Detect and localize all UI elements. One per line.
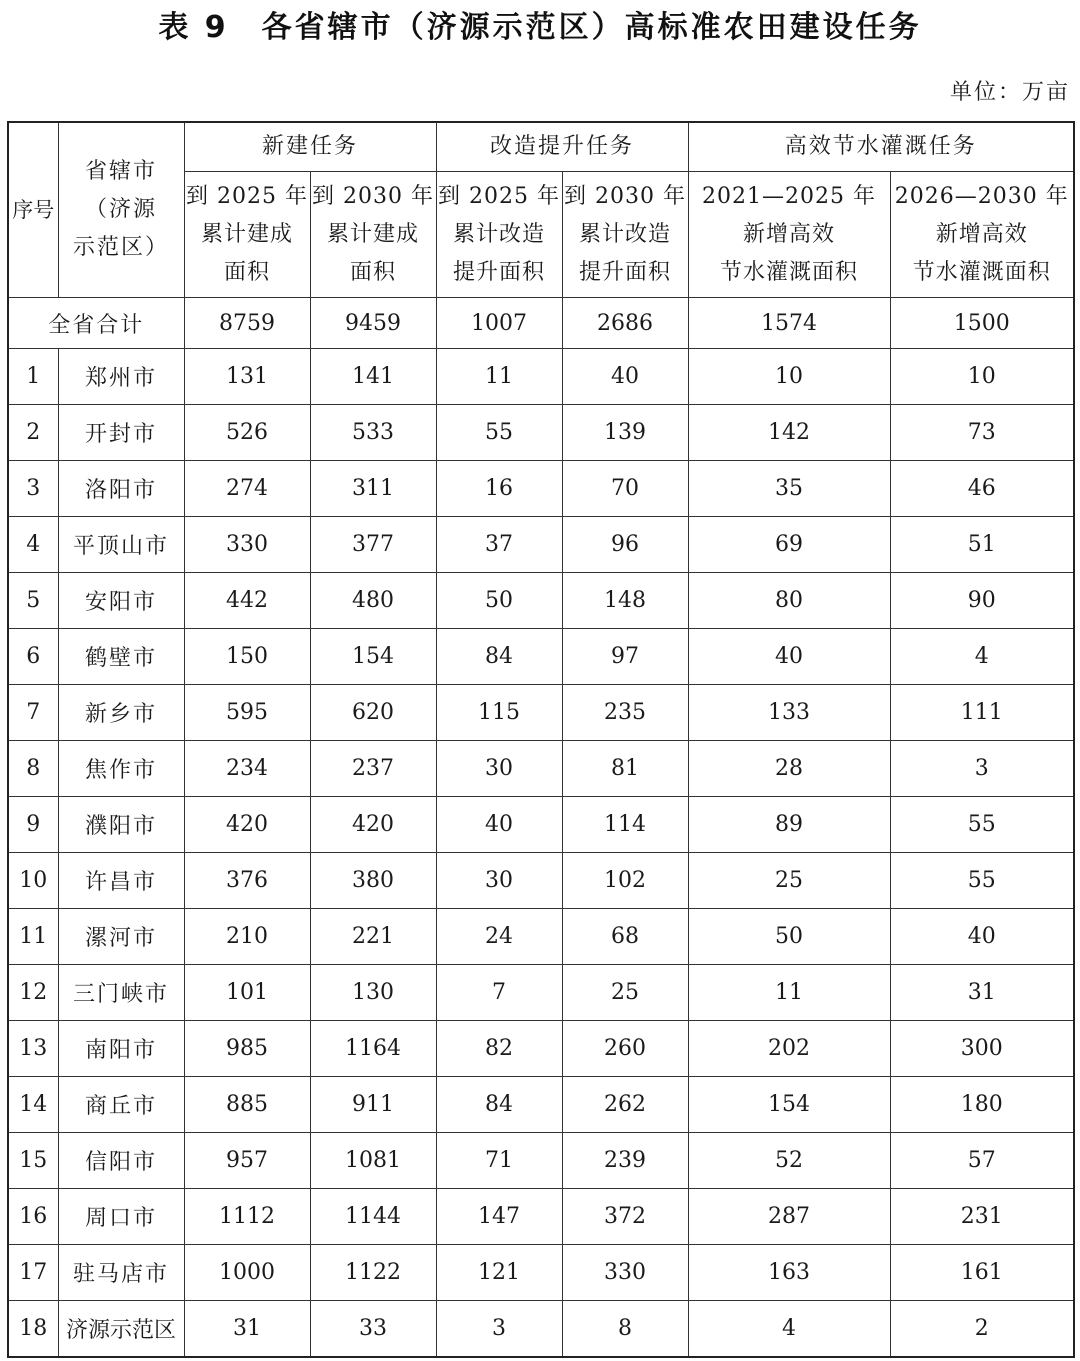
row-cell: 52 <box>688 1133 890 1189</box>
row-cell: 377 <box>310 517 436 573</box>
header-seq: 序号 <box>8 122 58 298</box>
header-city-line1: 省辖市 <box>84 159 157 184</box>
row-city: 平顶山市 <box>58 517 184 573</box>
row-cell: 311 <box>310 461 436 517</box>
header-col-3-line: 累计改造 <box>453 221 546 247</box>
row-city: 三门峡市 <box>58 965 184 1021</box>
row-cell: 30 <box>436 741 562 797</box>
table-row <box>8 461 1074 517</box>
row-city: 安阳市 <box>58 573 184 629</box>
table-row <box>8 1077 1074 1133</box>
row-cell: 33 <box>310 1301 436 1358</box>
header-col-3-line: 提升面积 <box>453 259 546 285</box>
header-col-6 <box>890 172 1074 298</box>
row-cell: 163 <box>688 1245 890 1301</box>
row-cell: 1144 <box>310 1189 436 1245</box>
row-cell: 420 <box>310 797 436 853</box>
row-cell: 202 <box>688 1021 890 1077</box>
header-col-2-line: 累计建成 <box>327 221 420 247</box>
row-cell: 231 <box>890 1189 1074 1245</box>
row-cell: 31 <box>890 965 1074 1021</box>
row-cell: 28 <box>688 741 890 797</box>
row-cell: 84 <box>436 1077 562 1133</box>
row-city: 焦作市 <box>58 741 184 797</box>
row-city: 周口市 <box>58 1189 184 1245</box>
row-city: 漯河市 <box>58 909 184 965</box>
table-row <box>8 741 1074 797</box>
header-col-2-line: 面积 <box>350 259 397 285</box>
row-cell: 1122 <box>310 1245 436 1301</box>
row-cell: 40 <box>562 349 688 405</box>
row-city: 新乡市 <box>58 685 184 741</box>
header-city-line2: （济源 <box>84 197 157 222</box>
table-row <box>8 405 1074 461</box>
row-cell: 4 <box>890 629 1074 685</box>
row-cell: 24 <box>436 909 562 965</box>
row-seq: 9 <box>8 797 58 853</box>
row-cell: 262 <box>562 1077 688 1133</box>
row-seq: 10 <box>8 853 58 909</box>
header-city-line3: 示范区） <box>72 235 169 260</box>
header-col-1-line: 累计建成 <box>200 221 293 247</box>
row-cell: 330 <box>184 517 310 573</box>
row-cell: 69 <box>688 517 890 573</box>
row-cell: 31 <box>184 1301 310 1358</box>
row-cell: 526 <box>184 405 310 461</box>
row-cell: 260 <box>562 1021 688 1077</box>
row-cell: 1112 <box>184 1189 310 1245</box>
row-cell: 142 <box>688 405 890 461</box>
row-cell: 147 <box>436 1189 562 1245</box>
row-city: 濮阳市 <box>58 797 184 853</box>
row-cell: 985 <box>184 1021 310 1077</box>
row-cell: 380 <box>310 853 436 909</box>
header-col-6-line: 新增高效 <box>935 221 1028 247</box>
total-row <box>8 298 1074 349</box>
row-cell: 55 <box>436 405 562 461</box>
row-city: 郑州市 <box>58 349 184 405</box>
unit-label: 单位：万亩 <box>949 80 1070 105</box>
row-cell: 84 <box>436 629 562 685</box>
row-cell: 274 <box>184 461 310 517</box>
row-cell: 1000 <box>184 1245 310 1301</box>
row-cell: 11 <box>688 965 890 1021</box>
header-group-upgrade: 改造提升任务 <box>436 122 688 172</box>
row-cell: 180 <box>890 1077 1074 1133</box>
row-cell: 235 <box>562 685 688 741</box>
row-cell: 82 <box>436 1021 562 1077</box>
row-cell: 11 <box>436 349 562 405</box>
header-col-4-line: 提升面积 <box>579 259 672 285</box>
row-cell: 150 <box>184 629 310 685</box>
total-label: 全省合计 <box>8 298 184 349</box>
header-col-6-line: 节水灌溉面积 <box>912 259 1051 285</box>
row-cell: 1081 <box>310 1133 436 1189</box>
table-row <box>8 685 1074 741</box>
table-row <box>8 909 1074 965</box>
header-col-5 <box>688 172 890 298</box>
row-cell: 595 <box>184 685 310 741</box>
row-cell: 40 <box>890 909 1074 965</box>
header-col-5-line: 新增高效 <box>743 221 836 247</box>
row-cell: 73 <box>890 405 1074 461</box>
table-row <box>8 1245 1074 1301</box>
row-seq: 14 <box>8 1077 58 1133</box>
row-cell: 239 <box>562 1133 688 1189</box>
row-cell: 40 <box>688 629 890 685</box>
row-cell: 71 <box>436 1133 562 1189</box>
row-cell: 131 <box>184 349 310 405</box>
header-col-4 <box>562 172 688 298</box>
row-cell: 57 <box>890 1133 1074 1189</box>
row-cell: 68 <box>562 909 688 965</box>
row-cell: 139 <box>562 405 688 461</box>
row-cell: 141 <box>310 349 436 405</box>
row-cell: 8 <box>562 1301 688 1358</box>
row-cell: 300 <box>890 1021 1074 1077</box>
row-city: 洛阳市 <box>58 461 184 517</box>
row-seq: 18 <box>8 1301 58 1358</box>
total-cell: 1007 <box>436 298 562 349</box>
header-row-groups <box>8 122 1074 172</box>
row-cell: 10 <box>688 349 890 405</box>
row-cell: 90 <box>890 573 1074 629</box>
row-cell: 234 <box>184 741 310 797</box>
row-cell: 10 <box>890 349 1074 405</box>
header-col-1 <box>184 172 310 298</box>
header-col-2 <box>310 172 436 298</box>
row-cell: 442 <box>184 573 310 629</box>
row-cell: 210 <box>184 909 310 965</box>
row-seq: 12 <box>8 965 58 1021</box>
header-col-6-line: 2026—2030 年 <box>894 183 1069 209</box>
row-cell: 35 <box>688 461 890 517</box>
row-seq: 6 <box>8 629 58 685</box>
header-group-new: 新建任务 <box>184 122 436 172</box>
table-row <box>8 1133 1074 1189</box>
row-cell: 330 <box>562 1245 688 1301</box>
row-city: 开封市 <box>58 405 184 461</box>
table-row <box>8 573 1074 629</box>
row-seq: 13 <box>8 1021 58 1077</box>
row-cell: 154 <box>688 1077 890 1133</box>
row-cell: 70 <box>562 461 688 517</box>
row-seq: 11 <box>8 909 58 965</box>
row-city: 信阳市 <box>58 1133 184 1189</box>
row-cell: 3 <box>436 1301 562 1358</box>
row-seq: 16 <box>8 1189 58 1245</box>
row-cell: 46 <box>890 461 1074 517</box>
row-cell: 89 <box>688 797 890 853</box>
row-cell: 115 <box>436 685 562 741</box>
table-row <box>8 853 1074 909</box>
row-cell: 7 <box>436 965 562 1021</box>
table-title: 表 9 各省辖市（济源示范区）高标准农田建设任务 <box>158 10 922 45</box>
row-cell: 50 <box>688 909 890 965</box>
row-cell: 114 <box>562 797 688 853</box>
row-cell: 55 <box>890 797 1074 853</box>
row-city: 许昌市 <box>58 853 184 909</box>
total-cell: 9459 <box>310 298 436 349</box>
row-seq: 4 <box>8 517 58 573</box>
table-row <box>8 517 1074 573</box>
total-cell: 2686 <box>562 298 688 349</box>
header-col-1-line: 面积 <box>223 259 270 285</box>
row-city: 南阳市 <box>58 1021 184 1077</box>
row-seq: 8 <box>8 741 58 797</box>
row-cell: 55 <box>890 853 1074 909</box>
row-cell: 221 <box>310 909 436 965</box>
row-seq: 2 <box>8 405 58 461</box>
table-row <box>8 1021 1074 1077</box>
row-cell: 533 <box>310 405 436 461</box>
header-col-2-line: 到 2030 年 <box>312 183 434 209</box>
row-cell: 81 <box>562 741 688 797</box>
table-row <box>8 797 1074 853</box>
row-seq: 5 <box>8 573 58 629</box>
table-row <box>8 1189 1074 1245</box>
row-cell: 16 <box>436 461 562 517</box>
row-cell: 25 <box>688 853 890 909</box>
row-cell: 957 <box>184 1133 310 1189</box>
row-cell: 111 <box>890 685 1074 741</box>
row-cell: 911 <box>310 1077 436 1133</box>
row-cell: 287 <box>688 1189 890 1245</box>
row-cell: 4 <box>688 1301 890 1358</box>
row-cell: 133 <box>688 685 890 741</box>
header-col-5-line: 节水灌溉面积 <box>720 259 859 285</box>
row-cell: 885 <box>184 1077 310 1133</box>
row-cell: 148 <box>562 573 688 629</box>
row-city: 鹤壁市 <box>58 629 184 685</box>
header-col-3 <box>436 172 562 298</box>
row-cell: 237 <box>310 741 436 797</box>
row-seq: 15 <box>8 1133 58 1189</box>
row-cell: 25 <box>562 965 688 1021</box>
row-cell: 372 <box>562 1189 688 1245</box>
table-row <box>8 1301 1074 1358</box>
header-col-1-line: 到 2025 年 <box>186 183 308 209</box>
header-col-3-line: 到 2025 年 <box>438 183 560 209</box>
row-cell: 1164 <box>310 1021 436 1077</box>
row-cell: 480 <box>310 573 436 629</box>
table-row <box>8 629 1074 685</box>
header-col-4-line: 到 2030 年 <box>564 183 687 209</box>
row-cell: 130 <box>310 965 436 1021</box>
row-city: 驻马店市 <box>58 1245 184 1301</box>
header-col-4-line: 累计改造 <box>579 221 672 247</box>
row-cell: 121 <box>436 1245 562 1301</box>
row-cell: 97 <box>562 629 688 685</box>
header-group-water: 高效节水灌溉任务 <box>688 122 1074 172</box>
row-cell: 154 <box>310 629 436 685</box>
row-cell: 40 <box>436 797 562 853</box>
row-cell: 37 <box>436 517 562 573</box>
row-seq: 1 <box>8 349 58 405</box>
row-cell: 2 <box>890 1301 1074 1358</box>
row-cell: 80 <box>688 573 890 629</box>
row-city: 商丘市 <box>58 1077 184 1133</box>
row-seq: 7 <box>8 685 58 741</box>
row-cell: 102 <box>562 853 688 909</box>
header-city <box>58 122 184 298</box>
total-cell: 1500 <box>890 298 1074 349</box>
table-row <box>8 965 1074 1021</box>
row-cell: 96 <box>562 517 688 573</box>
total-cell: 1574 <box>688 298 890 349</box>
row-cell: 161 <box>890 1245 1074 1301</box>
row-cell: 3 <box>890 741 1074 797</box>
row-seq: 17 <box>8 1245 58 1301</box>
header-col-5-line: 2021—2025 年 <box>702 183 877 209</box>
row-cell: 101 <box>184 965 310 1021</box>
row-seq: 3 <box>8 461 58 517</box>
table-row <box>8 349 1074 405</box>
row-cell: 50 <box>436 573 562 629</box>
row-cell: 51 <box>890 517 1074 573</box>
row-cell: 620 <box>310 685 436 741</box>
row-cell: 376 <box>184 853 310 909</box>
row-city: 济源示范区 <box>58 1301 184 1358</box>
row-cell: 30 <box>436 853 562 909</box>
farmland-task-table <box>7 121 1075 1358</box>
total-cell: 8759 <box>184 298 310 349</box>
row-cell: 420 <box>184 797 310 853</box>
